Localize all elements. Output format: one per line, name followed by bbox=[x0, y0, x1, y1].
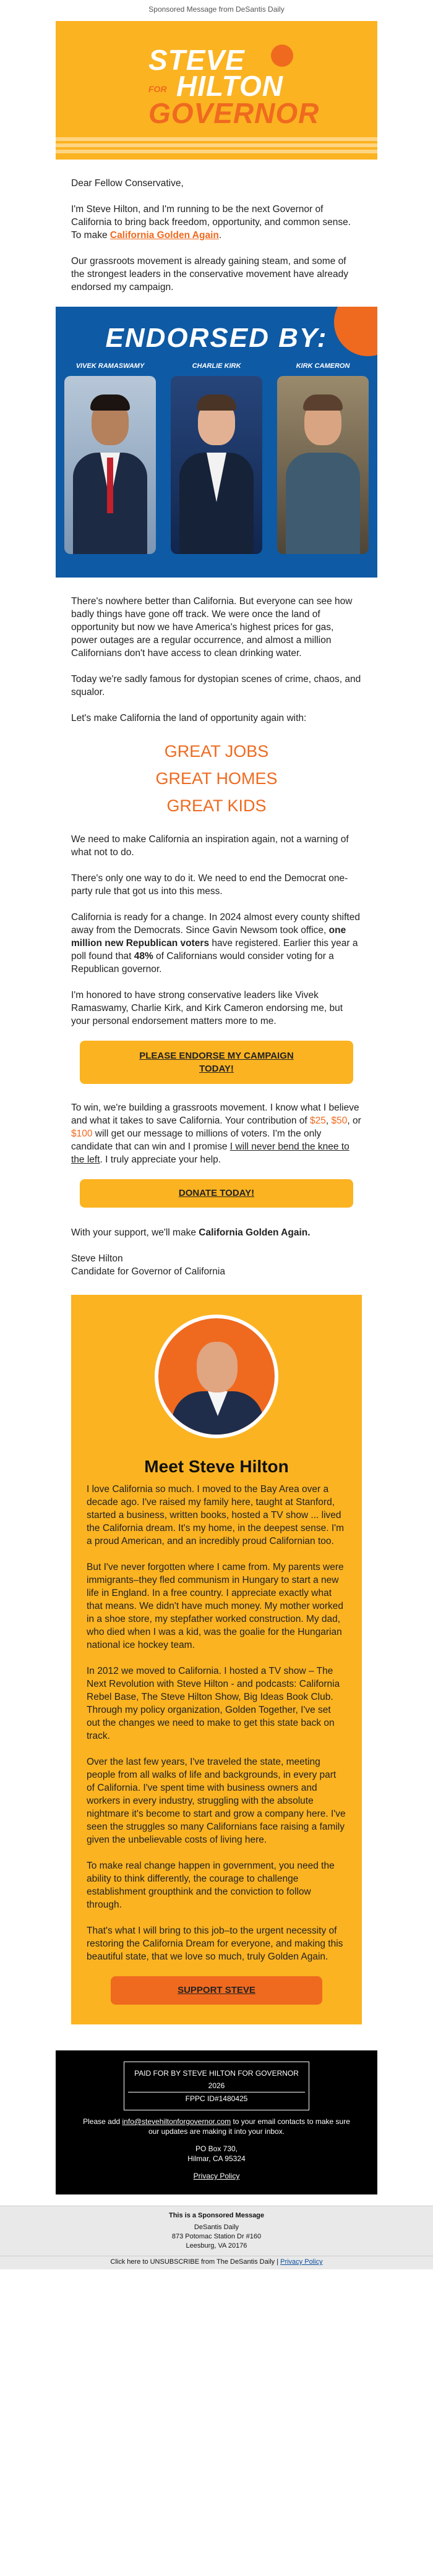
endorsed-by-banner bbox=[56, 307, 377, 578]
paragraph: There's nowhere better than California. But everyone can see how badly things have gone off track. We were once the land of opportunity but now we have America's highest prices for gas, power outages are a regular occurrence, and almost a million Californians don't have access to clean drinking water. bbox=[71, 596, 353, 659]
campaign-header-banner bbox=[56, 21, 377, 160]
bio-paragraph: Over the last few years, I've traveled the state, meeting people from all walks of life and backgrounds, in every part of California. I've spent time with business owners and workers in every industry, struggling with the absolute nightmare it's become to start and grow a company here. I've seen the struggles so many Californians face raising a family given the unbelievable costs of living here. bbox=[87, 1757, 346, 1845]
endorser-name: VIVEK RAMASWAMY bbox=[75, 362, 145, 370]
paragraph: We need to make California an inspiration again, not a warning of what not to do. bbox=[71, 834, 349, 858]
donate-button[interactable]: DONATE TODAY! bbox=[80, 1179, 353, 1208]
sponsor-title: This is a Sponsored Message bbox=[168, 2212, 265, 2219]
sponsor-privacy-link[interactable]: Privacy Policy bbox=[280, 2258, 323, 2266]
logo-line-governor: GOVERNOR bbox=[148, 97, 320, 129]
paragraph: I'm honored to have strong conservative leaders like Vivek Ramaswamy, Charlie Kirk, and Kirk Cameron endorsing me, but your personal endorsement matters more to me. bbox=[71, 990, 343, 1026]
endorser-photo-vivek bbox=[64, 376, 156, 554]
main-text-2 bbox=[56, 833, 377, 1028]
bio-paragraph: I love California so much. I moved to the Bay Area over a decade ago. I've raised my family here, taught at Stanford, started a business, written books, hosted a TV show ... lived the California dream. It's my home, in the deepest sense. I'm a proud American, and an incredibly proud Californian too. bbox=[87, 1484, 345, 1546]
logo-line-hilton: HILTON bbox=[176, 70, 283, 102]
endorser-photo-kirk-cameron bbox=[277, 376, 369, 554]
paragraph: Today we're sadly famous for dystopian scenes of crime, chaos, and squalor. bbox=[71, 674, 361, 697]
paid-for-box: PAID FOR BY STEVE HILTON FOR GOVERNOR 2026 FPPC ID#1480425 bbox=[124, 2062, 309, 2110]
address-line: PO Box 730, bbox=[195, 2144, 238, 2153]
support-steve-button[interactable]: SUPPORT STEVE bbox=[111, 1976, 322, 2005]
email-body bbox=[56, 21, 377, 2194]
great-list bbox=[56, 738, 377, 819]
unsubscribe-line bbox=[0, 2256, 433, 2267]
address-line: Hilmar, CA 95324 bbox=[187, 2154, 246, 2163]
sponsored-note: Sponsored Message from DeSantis Daily bbox=[148, 5, 285, 14]
endorser-name: CHARLIE KIRK bbox=[192, 362, 241, 370]
main-text bbox=[56, 595, 377, 725]
endorser-photo-charlie bbox=[171, 376, 262, 554]
great-kids: GREAT KIDS bbox=[166, 796, 267, 815]
header-stripes bbox=[56, 135, 377, 160]
sponsor-line: DeSantis Daily bbox=[194, 2224, 239, 2231]
intro-text bbox=[56, 177, 377, 294]
great-jobs: GREAT JOBS bbox=[164, 742, 269, 761]
bio-paragraph: But I've never forgotten where I came from. My parents were immigrants–they fled communism in Hungary to start a new life in England. In a free country. I appreciate exactly what that means. We didn't have much money. My mother worked in a shoe store, my stepfather worked construction. My dad, who died when I was a kid, was the goalie for the Hungarian national ice hockey team. bbox=[87, 1562, 344, 1650]
main-text-3 bbox=[56, 1101, 377, 1166]
campaign-logo bbox=[148, 43, 320, 130]
add-contact-note: Please add info@stevehiltonforgovernor.com to your email contacts to make sure our updates are making it into your inbox. bbox=[83, 2117, 350, 2136]
logo-line-steve: STEVE bbox=[148, 44, 245, 76]
endorsed-title: ENDORSED BY: bbox=[105, 323, 328, 353]
sponsor-footer bbox=[0, 2206, 433, 2269]
paragraph: With your support, we'll make California Golden Again. bbox=[71, 1227, 311, 1238]
sponsor-line: Leesburg, VA 20176 bbox=[186, 2242, 247, 2250]
golden-again-link[interactable]: California Golden Again bbox=[109, 230, 219, 241]
closing-text bbox=[56, 1226, 377, 1278]
great-homes: GREAT HOMES bbox=[155, 769, 278, 788]
privacy-policy-link[interactable]: Privacy Policy bbox=[193, 2172, 240, 2180]
intro-paragraph: I'm Steve Hilton, and I'm running to be the next Governor of California to bring back freedom, opportunity, and common sense. To make California Golden Again. bbox=[71, 204, 351, 241]
steve-portrait bbox=[155, 1315, 278, 1438]
paragraph: To win, we're building a grassroots movement. I know what I believe and what it takes to save California. Your contribution of $25, $50, or $100 will get our message to millions of voters. I'm the only candidate that can win and I promise I will never bend the knee to the left. I truly appreciate your help. bbox=[71, 1102, 361, 1165]
paragraph: Let's make California the land of opportunity again with: bbox=[71, 713, 307, 723]
meet-title: Meet Steve Hilton bbox=[144, 1457, 289, 1476]
greeting: Dear Fellow Conservative, bbox=[71, 178, 184, 189]
signature: Steve Hilton Candidate for Governor of California bbox=[71, 1253, 225, 1277]
bio-paragraph: That's what I will bring to this job–to the urgent necessity of restoring the California Dream for everyone, and making this beautiful state, that we love so much, truly Golden Again. bbox=[87, 1926, 343, 1962]
bio-paragraph: In 2012 we moved to California. I hosted a TV show – The Next Revolution with Steve Hilton - and podcasts: California Rebel Base, The Steve Hilton Show, Big Ideas Book Club. Through my policy organization, Golden Together, I've set out the changes we need to make to get this state back on track. bbox=[87, 1666, 340, 1741]
endorse-campaign-button[interactable]: PLEASE ENDORSE MY CAMPAIGN TODAY! bbox=[80, 1041, 353, 1084]
logo-line-for: FOR bbox=[148, 84, 167, 94]
meet-steve-section bbox=[71, 1295, 362, 2024]
endorser-name: KIRK CAMERON bbox=[296, 362, 350, 370]
contact-email-link[interactable]: info@stevehiltonforgovernor.com bbox=[122, 2117, 231, 2126]
sponsor-line: 873 Potomac Station Dr #160 bbox=[171, 2233, 262, 2240]
grassroots-paragraph: Our grassroots movement is already gaining steam, and some of the strongest leaders in the conservative movement have already endorsed my campaign. bbox=[71, 256, 349, 292]
sun-icon bbox=[271, 45, 293, 67]
campaign-footer bbox=[56, 2050, 377, 2194]
paragraph: California is ready for a change. In 2024 almost every county shifted away from the Democrats. Since Gavin Newsom took office, one million new Republican voters have registered. Earlier this year a poll found that 48% of Californians would consider voting for a Republican governor. bbox=[71, 912, 360, 975]
unsubscribe-text[interactable]: Click here to UNSUBSCRIBE from The DeSantis Daily | bbox=[110, 2258, 281, 2266]
paragraph: There's only one way to do it. We need to end the Democrat one-party rule that got us into this mess. bbox=[71, 873, 348, 897]
bio-paragraph: To make real change happen in government, you need the ability to think differently, the courage to challenge establishment groupthink and the conviction to follow through. bbox=[87, 1861, 335, 1910]
